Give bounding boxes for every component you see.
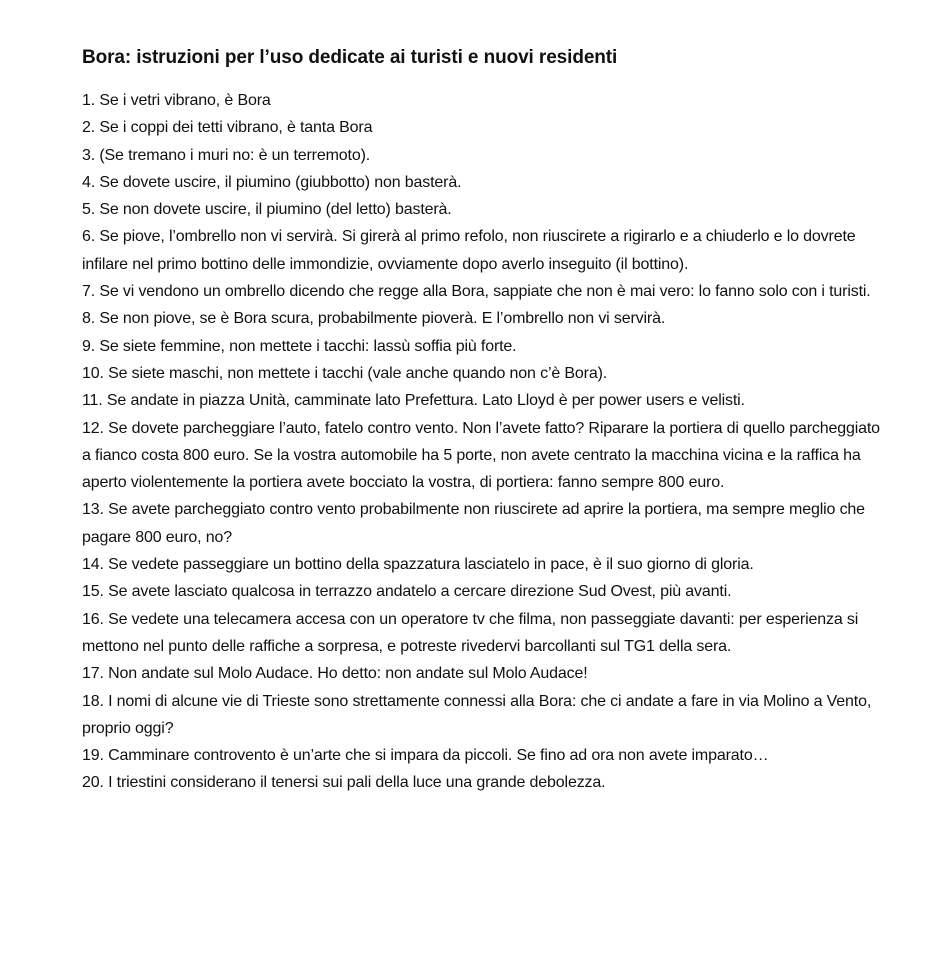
list-item: 12. Se dovete parcheggiare l’auto, fatelo contro vento. Non l’avete fatto? Riparare la portiera di quello parcheggiato a fianco costa 800 euro. Se la vostra automobile ha 5 porte, non avete centrato la macchina vicina e la raffica ha aperto violentemente la portiera avete bocciato la vostra, di portiera: fanno sempre 800 euro.: [82, 419, 880, 492]
list-item: 15. Se avete lasciato qualcosa in terrazzo andatelo a cercare direzione Sud Ovest, più avanti.: [82, 583, 732, 601]
list-item: 2. Se i coppi dei tetti vibrano, è tanta Bora: [82, 119, 373, 137]
list-item: 7. Se vi vendono un ombrello dicendo che regge alla Bora, sappiate che non è mai vero: lo fanno solo con i turisti.: [82, 283, 871, 301]
document-title: Bora: istruzioni per l’uso dedicate ai turisti e nuovi residenti: [82, 47, 618, 68]
list-item: 10. Se siete maschi, non mettete i tacchi (vale anche quando non c’è Bora).: [82, 364, 608, 382]
list-item: 18. I nomi di alcune vie di Trieste sono strettamente connessi alla Bora: che ci andate a fare in via Molino a Vento, proprio oggi?: [82, 692, 872, 737]
instructions-list: [82, 87, 882, 797]
list-item: 19. Camminare controvento è un’arte che si impara da piccoli. Se fino ad ora non avete imparato…: [82, 747, 769, 765]
list-item: 20. I triestini considerano il tenersi sui pali della luce una grande debolezza.: [82, 774, 606, 792]
document: [82, 44, 882, 797]
list-item: 5. Se non dovete uscire, il piumino (del letto) basterà.: [82, 201, 452, 219]
list-item: 13. Se avete parcheggiato contro vento probabilmente non riuscirete ad aprire la portiera, ma sempre meglio che pagare 800 euro, no?: [82, 501, 865, 546]
list-item: 1. Se i vetri vibrano, è Bora: [82, 92, 271, 109]
list-item: 4. Se dovete uscire, il piumino (giubbotto) non basterà.: [82, 173, 462, 191]
list-item: 11. Se andate in piazza Unità, camminate lato Prefettura. Lato Lloyd è per power users e velisti.: [82, 392, 745, 410]
list-item: 16. Se vedete una telecamera accesa con un operatore tv che filma, non passeggiate davanti: per esperienza si mettono nel punto delle raffiche a sorpresa, e potreste rivedervi barcollanti sul TG1 della sera.: [82, 610, 859, 655]
list-item: 9. Se siete femmine, non mettete i tacchi: lassù soffia più forte.: [82, 337, 517, 355]
list-item: 14. Se vedete passeggiare un bottino della spazzatura lasciatelo in pace, è il suo giorno di gloria.: [82, 556, 754, 574]
list-item: 8. Se non piove, se è Bora scura, probabilmente pioverà. E l’ombrello non vi servirà.: [82, 310, 666, 328]
list-item: 6. Se piove, l’ombrello non vi servirà. Si girerà al primo refolo, non riuscirete a rigirarlo e a chiuderlo e lo dovrete infilare nel primo bottino delle immondizie, ovviamente dopo averlo inseguito (il bottino).: [82, 228, 856, 273]
list-item: 3. (Se tremano i muri no: è un terremoto).: [82, 146, 371, 164]
list-item: 17. Non andate sul Molo Audace. Ho detto: non andate sul Molo Audace!: [82, 665, 588, 683]
